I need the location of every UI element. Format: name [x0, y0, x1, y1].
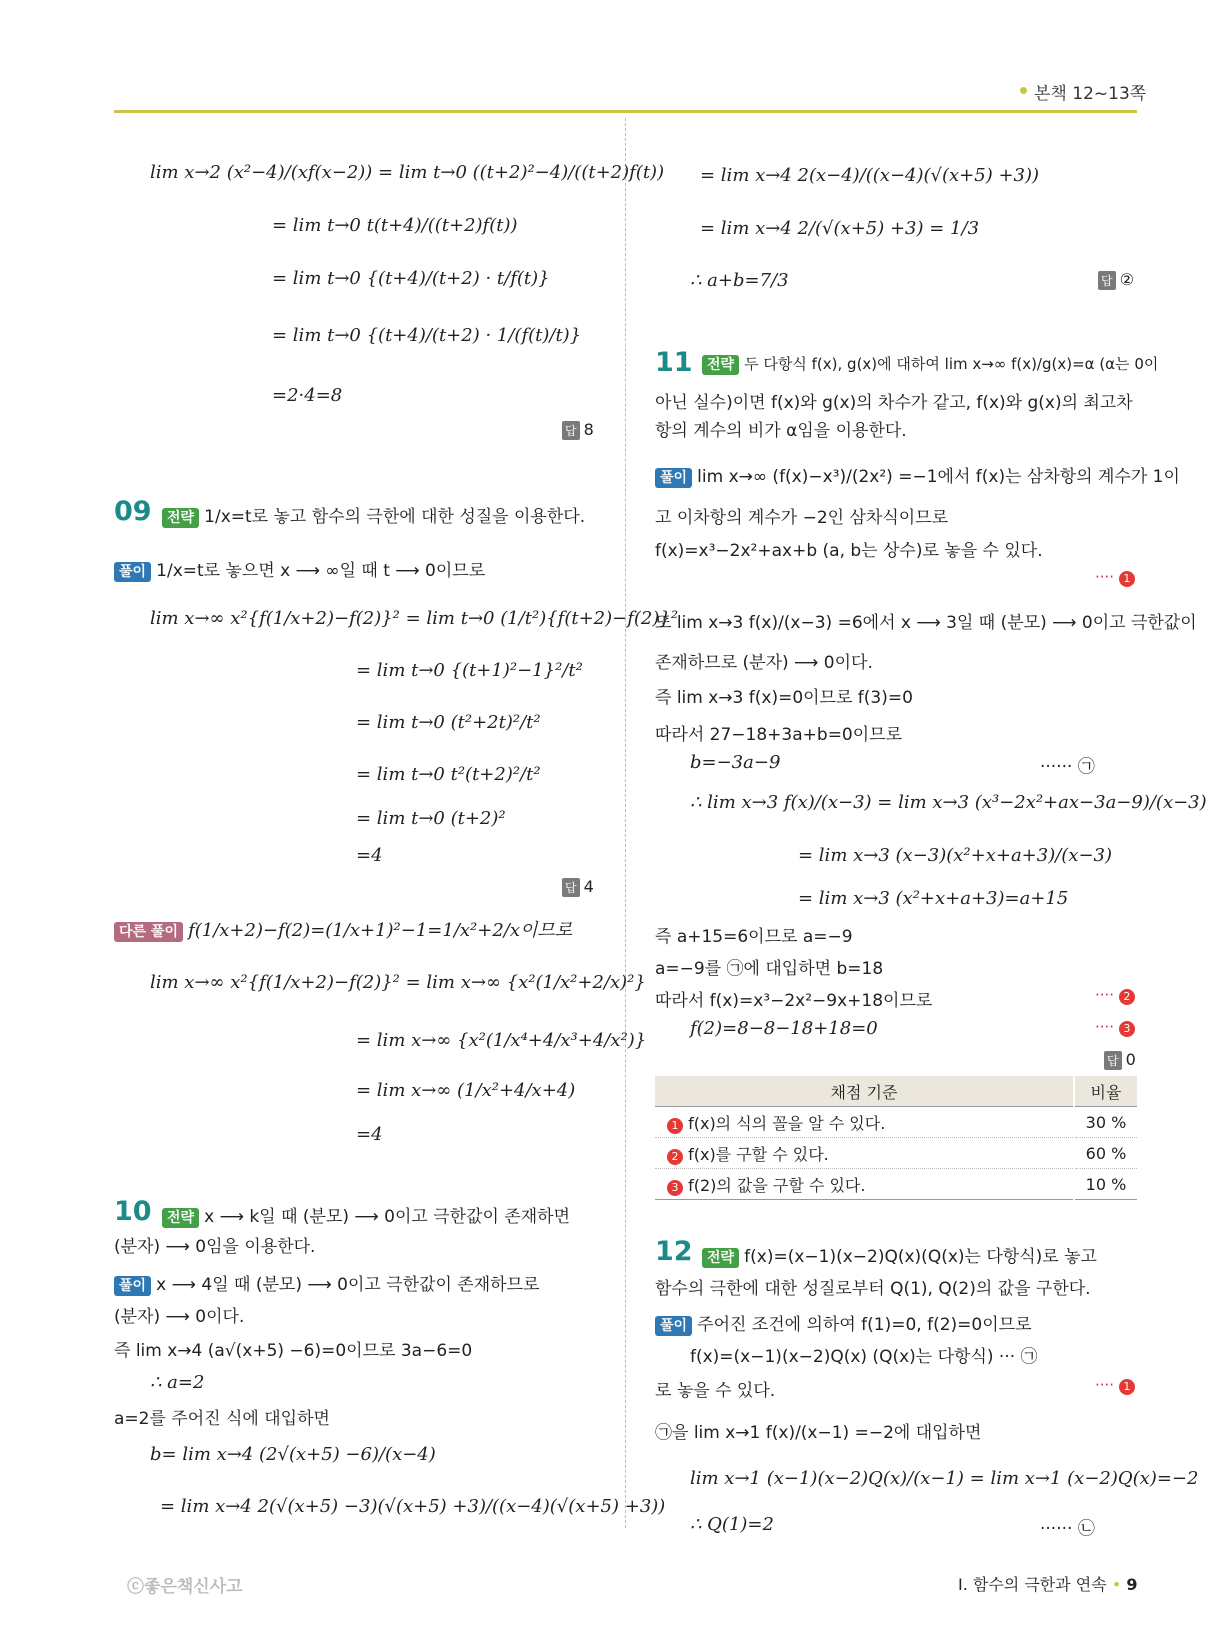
text-line: f(x)=x³−2x²+ax+b (a, b는 상수)로 놓을 수 있다. [655, 541, 1043, 561]
page-number: 9 [1126, 1575, 1138, 1594]
problem-10-solution: 풀이 x ⟶ 4일 때 (분모) ⟶ 0이고 극한값이 존재하므로 [114, 1270, 539, 1296]
eq-line: = lim x→∞ {x²(1/x⁴+4/x³+4/x²)} [356, 1030, 647, 1051]
alt-solution-tag: 다른 풀이 [114, 922, 183, 942]
eq-line: =4 [356, 845, 383, 866]
problem-09-strategy: 전략 1/x=t로 놓고 함수의 극한에 대한 성질을 이용한다. [162, 502, 585, 528]
eq-line: lim x→∞ x²{f(1/x+2)−f(2)}² = lim t→0 (1/t²){f(t+2)−f(2)}² [150, 608, 679, 629]
text-line: 즉 lim x→3 f(x)=0이므로 f(3)=0 [655, 688, 913, 708]
publisher-logo: ⓒ좋은책신사고 [127, 1577, 243, 1597]
eq-line: = lim x→4 2(√(x+5) −3)(√(x+5) +3)/((x−4)(√(x+5) +3)) [160, 1496, 666, 1517]
scoring-marker-3: ···· 3 [1095, 1018, 1135, 1037]
equation-tag: ······ ㉠ [1040, 757, 1095, 777]
answer-label: 답 [562, 421, 580, 440]
answer-8: 답 8 [562, 420, 594, 440]
problem-12-solution: 풀이 주어진 조건에 의하여 f(1)=0, f(2)=0이므로 [655, 1310, 1032, 1336]
text-line: a=−9를 ㉠에 대입하면 b=18 [655, 959, 884, 979]
eq-line: ∴ a=2 [150, 1372, 205, 1393]
eq-line: lim x→1 (x−1)(x−2)Q(x)/(x−1) = lim x→1 (x−2)Q(x)=−2 [690, 1468, 1199, 1489]
problem-10-strategy: 전략 x ⟶ k일 때 (분모) ⟶ 0이고 극한값이 존재하면 [162, 1202, 570, 1228]
answer-0: 답 0 [1104, 1050, 1136, 1070]
text-line: 즉 lim x→4 (a√(x+5) −6)=0이므로 3a−6=0 [114, 1341, 473, 1361]
table-header-ratio: 비율 [1074, 1076, 1137, 1107]
strategy-tag: 전략 [162, 508, 199, 528]
solution-tag: 풀이 [655, 468, 692, 488]
strategy-tag: 전략 [702, 355, 739, 375]
strategy-tag: 전략 [162, 1208, 199, 1228]
problem-12-strategy: 전략 f(x)=(x−1)(x−2)Q(x)(Q(x)는 다항식)로 놓고 [702, 1242, 1097, 1268]
text-line: a=2를 주어진 식에 대입하면 [114, 1409, 330, 1429]
text-line: 따라서 27−18+3a+b=0이므로 [655, 725, 903, 745]
text-line: 로 놓을 수 있다. [655, 1381, 776, 1401]
answer-label: 답 [1098, 271, 1116, 290]
eq-line: = lim t→0 t(t+4)/((t+2)f(t)) [272, 215, 518, 236]
header-rule [114, 110, 1137, 113]
eq-line: = lim x→3 (x−3)(x²+x+a+3)/(x−3) [798, 845, 1113, 866]
eq-line: ∴ lim x→3 f(x)/(x−3) = lim x→3 (x³−2x²+ax−3a−9)/(x−3) [690, 792, 1207, 813]
scoring-table [655, 1076, 1137, 1200]
scoring-marker-1: ···· 1 [1095, 568, 1135, 587]
problem-11-strategy: 전략 두 다항식 f(x), g(x)에 대하여 lim x→∞ f(x)/g(x)=α (α는 0이 [702, 353, 1158, 375]
eq-line: lim x→2 (x²−4)/(xf(x−2)) = lim t→0 ((t+2)²−4)/((t+2)f(t)) [150, 162, 665, 183]
eq-line: = lim t→0 (t+2)² [356, 808, 506, 829]
eq-line: ∴ a+b=7/3 [690, 270, 789, 291]
eq-line: lim x→∞ x²{f(1/x+2)−f(2)}² = lim x→∞ {x²(1/x²+2/x)²} [150, 972, 646, 993]
table-row: 2 f(x)를 구할 수 있다. 60 % [655, 1138, 1137, 1169]
answer-label: 답 [562, 878, 580, 897]
eq-line: b= lim x→4 (2√(x+5) −6)/(x−4) [150, 1444, 436, 1465]
text-line: (분자) ⟶ 0이다. [114, 1307, 245, 1327]
eq-line: = lim x→4 2/(√(x+5) +3) = 1/3 [700, 218, 980, 239]
problem-12-number: 12 [655, 1236, 693, 1267]
table-row: 1 f(x)의 식의 꼴을 알 수 있다. 30 % [655, 1107, 1137, 1138]
text-line: 존재하므로 (분자) ⟶ 0이다. [655, 653, 873, 673]
scoring-marker-1: ···· 1 [1095, 1376, 1135, 1395]
problem-09-solution: 풀이 1/x=t로 놓으면 x ⟶ ∞일 때 t ⟶ 0이므로 [114, 556, 485, 582]
chapter-title: I. 함수의 극한과 연속 • 9 [958, 1575, 1138, 1594]
strategy-tag: 전략 [702, 1248, 739, 1268]
eq-line: f(2)=8−8−18+18=0 [690, 1018, 878, 1039]
eq-line: =2·4=8 [272, 385, 343, 406]
equation-tag: ······ ㉡ [1040, 1519, 1095, 1539]
text-line: 따라서 f(x)=x³−2x²−9x+18이므로 [655, 991, 933, 1011]
problem-09-number: 09 [114, 496, 152, 527]
eq-line: =4 [356, 1124, 383, 1145]
problem-11-solution: 풀이 lim x→∞ (f(x)−x³)/(2x²) =−1에서 f(x)는 삼차항의 계수가 1이 [655, 462, 1180, 488]
problem-10-number: 10 [114, 1196, 152, 1227]
solution-tag: 풀이 [114, 562, 151, 582]
text-line: 또 lim x→3 f(x)/(x−3) =6에서 x ⟶ 3일 때 (분모) ⟶ 0이고 극한값이 [655, 613, 1197, 633]
header-dot [1020, 87, 1027, 94]
eq-line: = lim t→0 t²(t+2)²/t² [356, 764, 541, 785]
eq-line: = lim x→4 2(x−4)/((x−4)(√(x+5) +3)) [700, 165, 1040, 186]
text-line: 아닌 실수)이면 f(x)와 g(x)의 차수가 같고, f(x)와 g(x)의 최고차 [655, 393, 1133, 413]
scoring-marker-2: ···· 2 [1095, 986, 1135, 1005]
eq-line: = lim t→0 {(t+4)/(t+2) · t/f(t)} [272, 268, 550, 289]
text-line: 항의 계수의 비가 α임을 이용한다. [655, 421, 907, 441]
problem-09-alt-solution: 다른 풀이 f(1/x+2)−f(2)=(1/x+1)²−1=1/x²+2/x이므로 [114, 916, 572, 942]
answer-label: 답 [1104, 1051, 1122, 1070]
text-line: 고 이차항의 계수가 −2인 삼차식이므로 [655, 508, 949, 528]
problem-11-number: 11 [655, 347, 693, 378]
eq-line: = lim x→3 (x²+x+a+3)=a+15 [798, 888, 1069, 909]
table-header-criteria: 채점 기준 [655, 1076, 1074, 1107]
eq-line: = lim t→0 {(t+1)²−1}²/t² [356, 660, 583, 681]
text-line: 함수의 극한에 대한 성질로부터 Q(1), Q(2)의 값을 구한다. [655, 1279, 1091, 1299]
eq-line: = lim t→0 (t²+2t)²/t² [356, 712, 541, 733]
book-reference: 본책 12~13쪽 [1034, 84, 1147, 104]
solution-tag: 풀이 [655, 1316, 692, 1336]
eq-line: = lim x→∞ (1/x²+4/x+4) [356, 1080, 576, 1101]
eq-line: b=−3a−9 [690, 752, 781, 773]
solution-tag: 풀이 [114, 1276, 151, 1296]
text-line: f(x)=(x−1)(x−2)Q(x) (Q(x)는 다항식) ··· ㉠ [690, 1347, 1038, 1367]
text-line: 즉 a+15=6이므로 a=−9 [655, 927, 853, 947]
table-row: 3 f(2)의 값을 구할 수 있다. 10 % [655, 1169, 1137, 1200]
text-line: (분자) ⟶ 0임을 이용한다. [114, 1237, 316, 1257]
eq-line: = lim t→0 {(t+4)/(t+2) · 1/(f(t)/t)} [272, 325, 582, 346]
column-divider [625, 118, 626, 1528]
text-line: ㉠을 lim x→1 f(x)/(x−1) =−2에 대입하면 [655, 1423, 982, 1443]
eq-line: ∴ Q(1)=2 [690, 1514, 774, 1535]
answer-4: 답 4 [562, 877, 594, 897]
answer-2: 답 ② [1098, 270, 1134, 290]
